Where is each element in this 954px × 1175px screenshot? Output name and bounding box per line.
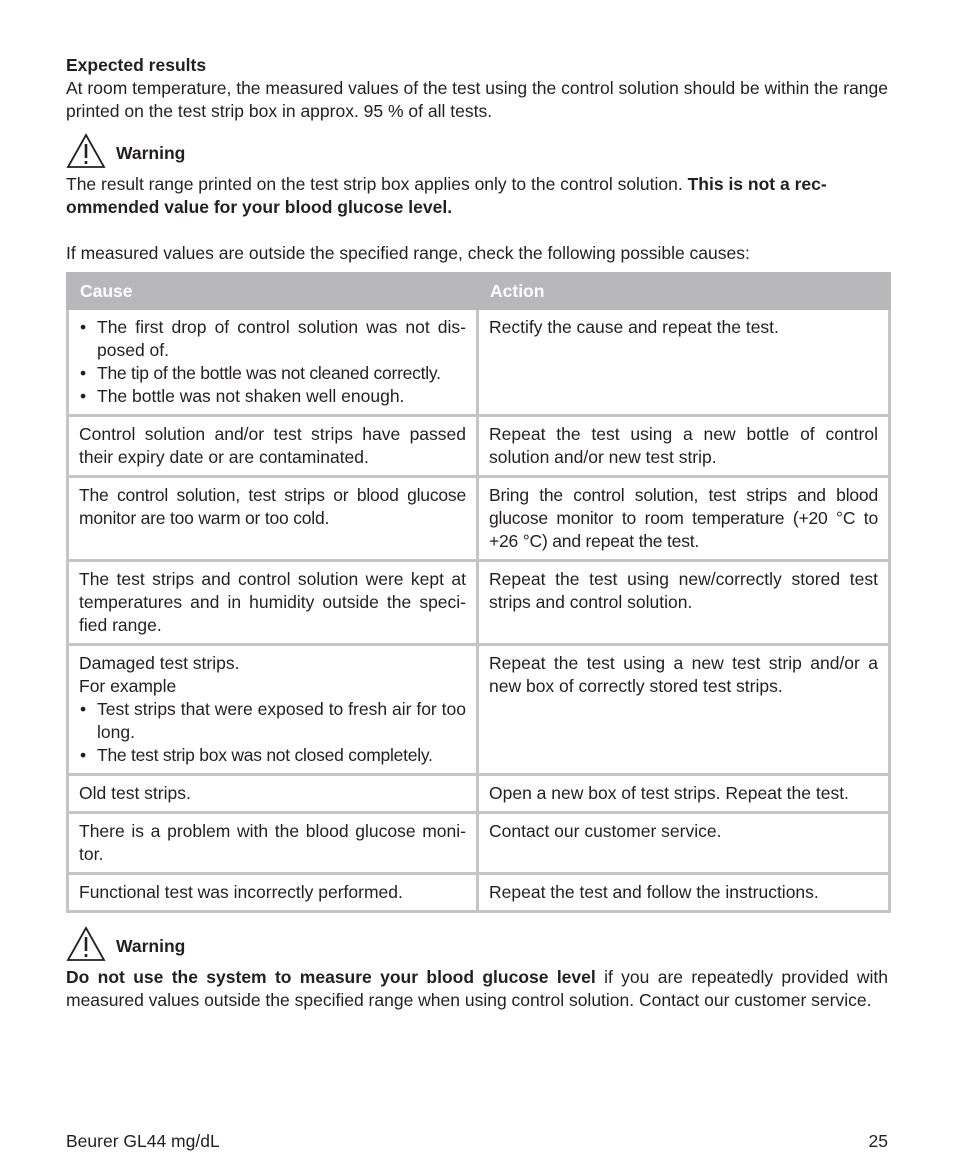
table-row (68, 775, 890, 813)
cause-cell: Functional test was incorrectly performed. (68, 874, 478, 912)
warning-2-bold: Do not use the system to measure your blood glucose level (66, 967, 596, 987)
warning-1-text (66, 173, 888, 219)
action-column-header: Action (478, 274, 890, 309)
action-cell: Open a new box of test strips. Repeat the test. (478, 775, 890, 813)
footer-product-name: Beurer GL44 mg/dL (66, 1131, 220, 1151)
cause-bullet: • The first drop of control solution was not dis-posed of. (79, 316, 466, 362)
cause-cell (68, 645, 478, 775)
warning-1-bold: This is not a rec-ommended value for your blood glucose level. (66, 174, 827, 217)
cause-line: Damaged test strips. (79, 653, 240, 673)
action-cell: Repeat the test using a new test strip and/or a new box of correctly stored test strips. (478, 645, 890, 775)
table-row (68, 561, 890, 645)
cause-column-header: Cause (68, 274, 478, 309)
table-header-row (68, 274, 890, 309)
warning-2-plain: if you are repeatedly provided with measured values outside the specified range when using control solution. Contact our customer service. (66, 967, 889, 1010)
warning-heading-2 (66, 923, 888, 965)
table-row (68, 874, 890, 912)
warning-1-plain: The result range printed on the test strip box applies only to the control solution. (66, 174, 688, 194)
table-row (68, 813, 890, 874)
cause-cell: The control solution, test strips or blood glucose monitor are too warm or too cold. (68, 477, 478, 561)
action-cell: Contact our customer service. (478, 813, 890, 874)
page-footer (66, 1130, 888, 1153)
cause-cell: The test strips and control solution were kept at temperatures and in humidity outside the speci-fied range. (68, 561, 478, 645)
warning-heading-1 (66, 130, 888, 172)
cause-cell: There is a problem with the blood glucose moni-tor. (68, 813, 478, 874)
cause-bullet-list (79, 698, 466, 767)
cause-cell: Old test strips. (68, 775, 478, 813)
cause-cell (68, 309, 478, 416)
cause-bullet: • The bottle was not shaken well enough. (79, 385, 466, 408)
cause-cell: Control solution and/or test strips have passed their expiry date or are contaminated. (68, 416, 478, 477)
warning-2-text (66, 966, 888, 1012)
cause-bullet: • The test strip box was not closed completely. (79, 744, 466, 767)
table-row (68, 416, 890, 477)
warning-triangle-icon (66, 926, 106, 962)
manual-page (66, 54, 888, 1012)
action-cell: Bring the control solution, test strips and blood glucose monitor to room temperature (+20 °C to +26 °C) and repeat the test. (478, 477, 890, 561)
action-cell: Repeat the test using new/correctly stored test strips and control solution. (478, 561, 890, 645)
page-number: 25 (868, 1131, 888, 1151)
cause-action-table (66, 272, 891, 913)
warning-label: Warning (116, 142, 186, 163)
warning-label: Warning (116, 935, 186, 956)
table-row (68, 309, 890, 416)
expected-results-heading: Expected results (66, 55, 207, 75)
cause-bullet: • The tip of the bottle was not cleaned correctly. (79, 362, 466, 385)
action-cell: Repeat the test using a new bottle of control solution and/or new test strip. (478, 416, 890, 477)
action-cell: Rectify the cause and repeat the test. (478, 309, 890, 416)
warning-triangle-icon (66, 133, 106, 169)
expected-results-text: At room temperature, the measured values of the test using the control solution should be within the range printed on the test strip box in approx. 95 % of all tests. (66, 78, 889, 121)
table-row (68, 477, 890, 561)
cause-line: For example (79, 676, 177, 696)
action-cell: Repeat the test and follow the instructions. (478, 874, 890, 912)
cause-bullet-list (79, 316, 466, 408)
intro-text: If measured values are outside the specified range, check the following possible causes: (66, 243, 750, 263)
cause-bullet: • Test strips that were exposed to fresh air for too long. (79, 698, 466, 744)
table-row (68, 645, 890, 775)
